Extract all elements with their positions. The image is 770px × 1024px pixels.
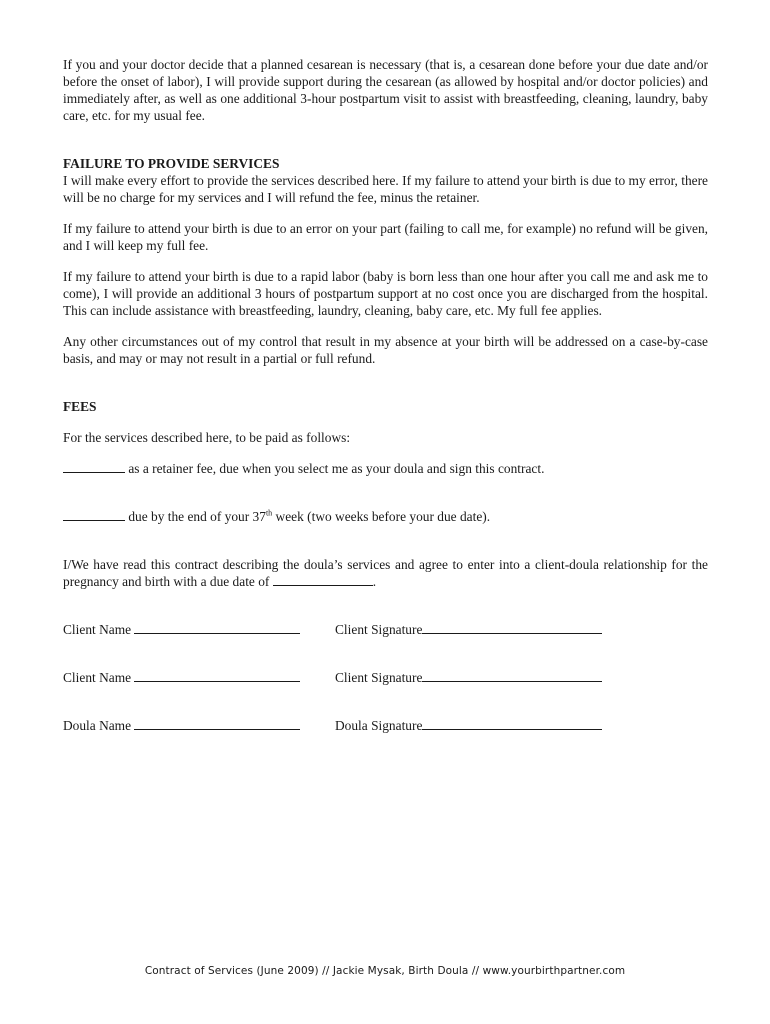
client-name-field-2	[63, 669, 335, 686]
client-name-blank-2[interactable]	[134, 670, 300, 682]
doula-name-label: Doula Name	[63, 718, 135, 733]
doula-signature-label: Doula Signature	[335, 718, 423, 733]
client-name-label: Client Name	[63, 622, 135, 637]
doula-name-field	[63, 717, 335, 734]
client-signature-label: Client Signature	[335, 670, 423, 685]
doula-signature-blank[interactable]	[422, 718, 602, 730]
client-signature-blank-1[interactable]	[422, 622, 602, 634]
doula-signature-field	[335, 717, 602, 734]
balance-due-text-after: week (two weeks before your due date).	[272, 509, 491, 524]
cesarean-paragraph: If you and your doctor decide that a planned cesarean is necessary (that is, a cesarean done before your due date and/or before the onset of labor), I will provide support during the cesarean (as allowed by hospital and/or doctor policies) and immediately after, as well as one additional 3-hour postpartum visit to assist with breastfeeding, cleaning, laundry, baby care, etc. for my usual fee.	[63, 57, 708, 123]
due-date-blank[interactable]	[273, 574, 373, 586]
failure-paragraph-1: I will make every effort to provide the services described here. If my failure to attend your birth is due to my error, there will be no charge for my services and I will refund the fee, minus the retainer.	[63, 173, 708, 205]
retainer-fee-text: as a retainer fee, due when you select me as your doula and sign this contract.	[125, 461, 545, 476]
signature-row-doula	[63, 717, 708, 734]
balance-amount-blank[interactable]	[63, 509, 125, 521]
signature-row-client-2	[63, 669, 708, 686]
client-name-blank-1[interactable]	[134, 622, 300, 634]
client-signature-field-1	[335, 621, 602, 638]
failure-paragraph-2: If my failure to attend your birth is due to an error on your part (failing to call me, for example) no refund will be given, and I will keep my full fee.	[63, 221, 708, 253]
failure-heading: FAILURE TO PROVIDE SERVICES	[63, 156, 280, 171]
client-name-field-1	[63, 621, 335, 638]
page-footer: Contract of Services (June 2009) // Jackie Mysak, Birth Doula // www.yourbirthpartner.com	[144, 965, 626, 977]
agreement-paragraph	[63, 556, 708, 590]
doula-name-blank[interactable]	[134, 718, 300, 730]
ordinal-suffix: th	[265, 508, 273, 518]
fees-intro: For the services described here, to be paid as follows:	[63, 430, 351, 445]
client-signature-label: Client Signature	[335, 622, 423, 637]
failure-paragraph-3: If my failure to attend your birth is due to a rapid labor (baby is born less than one hour after you call me and ask me to come), I will provide an additional 3 hours of postpartum support at no cost once you are discharged from the hospital. This can include assistance with breastfeeding, laundry, cleaning, baby care, etc. My full fee applies.	[63, 269, 708, 318]
agreement-text: I/We have read this contract describing the doula’s services and agree to enter into a client-doula relationship for the pregnancy and birth with a due date of	[63, 557, 708, 589]
failure-paragraph-4: Any other circumstances out of my control that result in my absence at your birth will be addressed on a case-by-case basis, and may or may not result in a partial or full refund.	[63, 334, 708, 366]
client-name-label: Client Name	[63, 670, 135, 685]
retainer-amount-blank[interactable]	[63, 461, 125, 473]
contract-page	[63, 56, 708, 734]
fees-heading: FEES	[63, 399, 97, 414]
agreement-end: .	[372, 574, 377, 589]
retainer-fee-line	[63, 460, 708, 477]
client-signature-field-2	[335, 669, 602, 686]
signature-row-client-1	[63, 621, 708, 638]
balance-due-text-before: due by the end of your 37	[125, 509, 266, 524]
client-signature-blank-2[interactable]	[422, 670, 602, 682]
balance-due-line	[63, 508, 708, 525]
